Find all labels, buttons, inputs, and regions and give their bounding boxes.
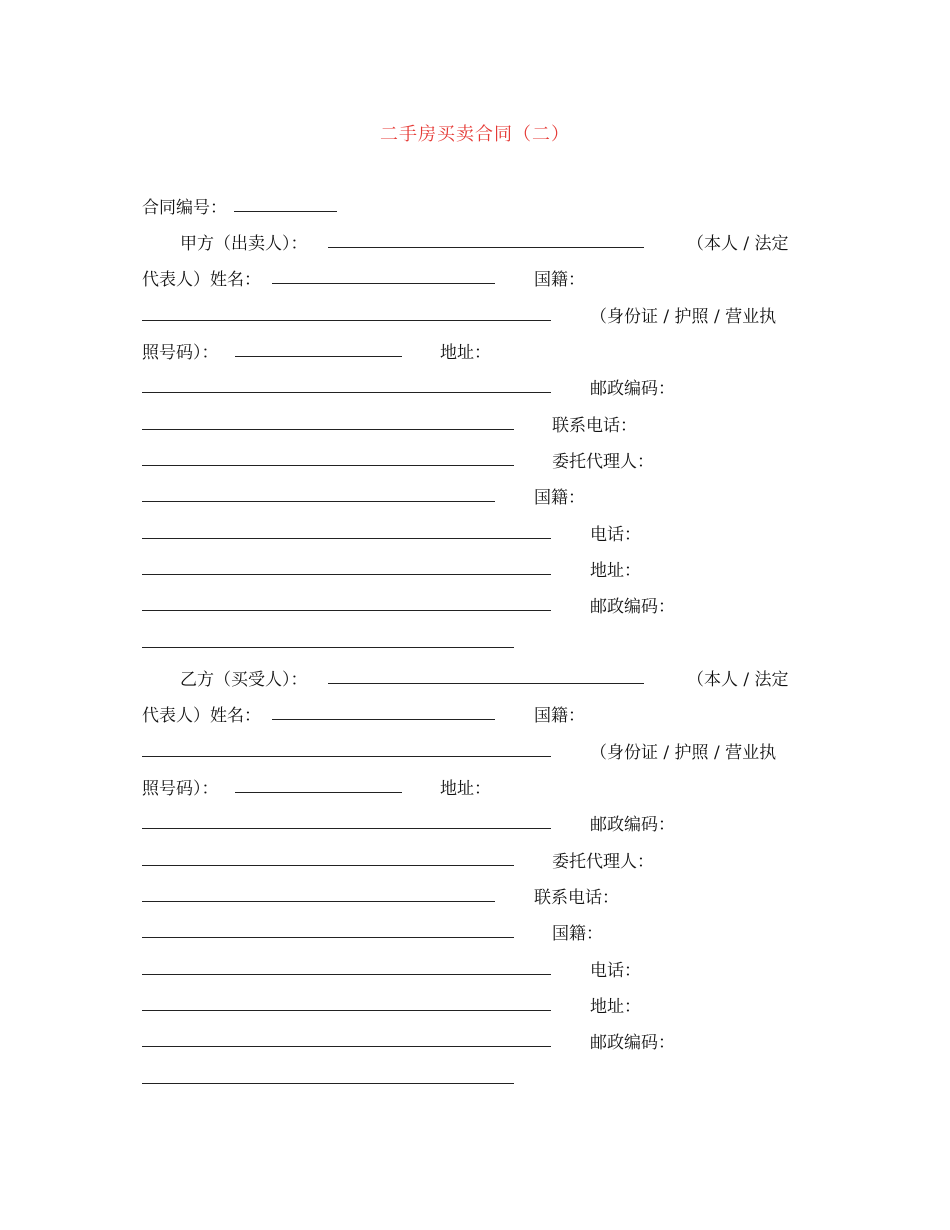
party-b-agent-address-label: 地址： bbox=[590, 997, 641, 1017]
party-a-agent-phone-blank[interactable] bbox=[142, 574, 551, 575]
party-b-nationality-blank[interactable] bbox=[142, 756, 551, 757]
party-a-agent-phone-label: 电话： bbox=[590, 525, 641, 545]
party-b-phone-row bbox=[142, 919, 794, 949]
party-a-agent-blank[interactable] bbox=[142, 501, 495, 502]
party-b-nationality-label: 国籍： bbox=[534, 706, 585, 726]
party-a-agent-nationality-blank[interactable] bbox=[142, 538, 551, 539]
party-a-rep-label-open: （本人 / 法定 bbox=[687, 234, 789, 254]
party-a-id-label-open: （身份证 / 护照 / 营业执 bbox=[590, 307, 777, 327]
party-b-rep-label-open: （本人 / 法定 bbox=[687, 670, 789, 690]
party-b-agent-phone-blank[interactable] bbox=[142, 1010, 551, 1011]
party-b-postcode-label: 邮政编码： bbox=[590, 815, 675, 835]
party-a-agent-label: 委托代理人： bbox=[552, 452, 654, 472]
party-b-agent-label: 委托代理人： bbox=[552, 852, 654, 872]
party-b-address-blank[interactable] bbox=[142, 828, 551, 829]
party-a-postcode-row bbox=[142, 411, 794, 441]
party-a-agent-row bbox=[142, 483, 794, 513]
party-b-id-number-row bbox=[142, 774, 794, 804]
contract-number-row bbox=[142, 193, 794, 223]
party-a-postcode-label: 邮政编码： bbox=[590, 379, 675, 399]
party-b-agent-row bbox=[142, 883, 794, 913]
party-b-agent-address-blank[interactable] bbox=[142, 1046, 551, 1047]
party-b-heading-row bbox=[142, 665, 794, 695]
party-b-heading: 乙方（买受人）： bbox=[180, 670, 308, 690]
party-a-nationality-blank[interactable] bbox=[142, 320, 551, 321]
party-a-rep-row bbox=[142, 265, 794, 295]
party-a-agent-postcode-blank[interactable] bbox=[142, 647, 514, 648]
party-a-id-label-close: 照号码）： bbox=[142, 343, 219, 363]
party-b-agent-nationality-row bbox=[142, 956, 794, 986]
party-a-id-number-row bbox=[142, 338, 794, 368]
party-a-rep-name-blank[interactable] bbox=[272, 283, 495, 284]
contract-title: 二手房买卖合同（二） bbox=[380, 124, 570, 145]
party-b-phone-blank[interactable] bbox=[142, 937, 514, 938]
party-a-agent-address-blank[interactable] bbox=[142, 610, 551, 611]
party-b-agent-postcode-label: 邮政编码： bbox=[590, 1033, 675, 1053]
party-b-id-label-close: 照号码）： bbox=[142, 779, 219, 799]
party-b-address-row bbox=[142, 810, 794, 840]
party-b-id-row bbox=[142, 738, 794, 768]
party-b-rep-label-close: 代表人）姓名： bbox=[142, 706, 261, 726]
party-b-agent-blank[interactable] bbox=[142, 901, 495, 902]
party-b-agent-postcode-blank[interactable] bbox=[142, 1083, 514, 1084]
party-b-address-label: 地址： bbox=[440, 779, 491, 799]
party-a-rep-label-close: 代表人）姓名： bbox=[142, 270, 261, 290]
contract-number-blank[interactable] bbox=[234, 211, 337, 212]
party-b-agent-nationality-blank[interactable] bbox=[142, 974, 551, 975]
party-b-rep-row bbox=[142, 701, 794, 731]
party-b-rep-name-blank[interactable] bbox=[272, 719, 495, 720]
party-a-phone-row bbox=[142, 447, 794, 477]
party-a-address-label: 地址： bbox=[440, 343, 491, 363]
party-b-id-label-open: （身份证 / 护照 / 营业执 bbox=[590, 743, 777, 763]
party-a-id-number-blank[interactable] bbox=[235, 356, 402, 357]
party-a-phone-label: 联系电话： bbox=[552, 416, 637, 436]
party-b-name-blank[interactable] bbox=[328, 683, 644, 684]
party-a-agent-postcode-row bbox=[142, 629, 794, 659]
party-b-agent-phone-label: 电话： bbox=[590, 961, 641, 981]
party-a-address-row bbox=[142, 374, 794, 404]
party-b-phone-label: 联系电话： bbox=[534, 888, 619, 908]
party-a-nationality-label: 国籍： bbox=[534, 270, 585, 290]
contract-number-label: 合同编号： bbox=[142, 198, 227, 218]
party-a-agent-nationality-label: 国籍： bbox=[534, 488, 585, 508]
party-b-postcode-row bbox=[142, 847, 794, 877]
party-a-agent-address-label: 地址： bbox=[590, 561, 641, 581]
party-a-agent-phone-row bbox=[142, 556, 794, 586]
party-b-agent-postcode-row bbox=[142, 1065, 794, 1095]
party-b-postcode-blank[interactable] bbox=[142, 865, 514, 866]
party-b-agent-address-row bbox=[142, 1028, 794, 1058]
party-b-agent-nationality-label: 国籍： bbox=[552, 924, 603, 944]
party-a-agent-postcode-label: 邮政编码： bbox=[590, 597, 675, 617]
party-a-name-blank[interactable] bbox=[328, 247, 644, 248]
party-b-id-number-blank[interactable] bbox=[235, 792, 402, 793]
party-a-id-row bbox=[142, 302, 794, 332]
party-a-phone-blank[interactable] bbox=[142, 465, 514, 466]
party-a-heading-row bbox=[142, 229, 794, 259]
party-a-postcode-blank[interactable] bbox=[142, 429, 514, 430]
party-a-agent-address-row bbox=[142, 592, 794, 622]
party-b-agent-phone-row bbox=[142, 992, 794, 1022]
party-a-agent-nationality-row bbox=[142, 520, 794, 550]
party-a-heading: 甲方（出卖人）： bbox=[180, 234, 308, 254]
party-a-address-blank[interactable] bbox=[142, 392, 551, 393]
